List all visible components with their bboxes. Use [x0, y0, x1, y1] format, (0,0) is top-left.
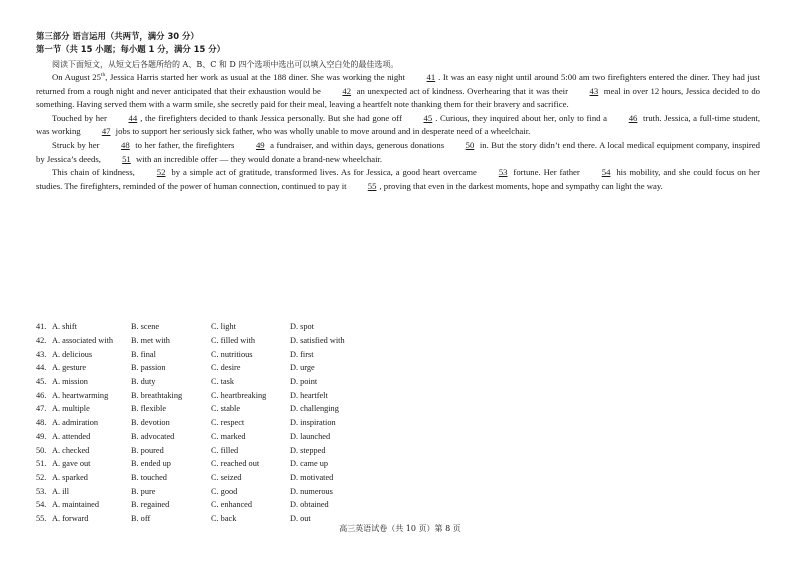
option-b: B. flexible — [131, 404, 167, 414]
option-d: D. urge — [290, 363, 315, 373]
option-row — [36, 443, 370, 457]
passage-paragraph-3 — [36, 139, 760, 166]
option-b: B. scene — [131, 322, 160, 332]
text-run: . Curious, they inquired about her, only to find a — [435, 112, 610, 123]
text-run: On August 25 — [52, 72, 101, 82]
text-run: Struck by her — [52, 139, 103, 150]
option-a: A. mission — [52, 377, 88, 387]
text-run: , Jessica Harris started her work as usual at the 188 diner. She was working the night — [105, 72, 408, 82]
option-d: D. point — [290, 377, 318, 387]
option-d: D. heartfelt — [290, 390, 328, 400]
option-d: D. inspiration — [290, 418, 336, 428]
text-run: This chain of kindness, — [52, 167, 138, 178]
option-row — [36, 498, 370, 512]
text-run: with an incredible offer — they would donate a brand-new wheelchair. — [133, 153, 383, 164]
answer-options — [36, 320, 370, 525]
text-run: fortune. Her father — [510, 167, 583, 178]
option-b: B. pure — [131, 486, 156, 496]
blank-45: 45 — [423, 112, 433, 123]
page-footer: 高三英语试卷（共 10 页）第 8 页 — [339, 524, 461, 533]
question-number: 47. — [36, 404, 47, 414]
text-run: Touched by her — [52, 112, 110, 123]
option-c: C. seized — [211, 472, 242, 482]
option-d: D. numerous — [290, 486, 333, 496]
option-row — [36, 361, 370, 375]
option-d: D. first — [290, 349, 314, 359]
question-number: 46. — [36, 390, 47, 400]
blank-55: 55 — [367, 180, 377, 191]
option-b: B. advocated — [131, 431, 175, 441]
instructions: 阅读下面短文，从短文后各题所给的 A、B、C 和 D 四个选项中选出可以填入空白处的最佳选项。 — [52, 60, 399, 69]
option-c: C. nutritious — [211, 349, 253, 359]
text-run: an unexpected act of kindness. Overhearing that it was their — [354, 85, 571, 96]
option-c: C. marked — [211, 431, 246, 441]
option-d: D. spot — [290, 322, 314, 332]
blank-53: 53 — [498, 167, 508, 178]
text-run: . It was an easy night until around 5:00 am two firefighters entered the diner. They had just returned from a rough night and never anticipated that their exhaustion would be — [36, 72, 760, 96]
option-a: A. gave out — [52, 459, 91, 469]
option-d: D. launched — [290, 431, 331, 441]
option-d: D. motivated — [290, 472, 334, 482]
question-number: 45. — [36, 377, 47, 387]
option-b: B. ended up — [131, 459, 171, 469]
option-a: A. delicious — [52, 349, 93, 359]
option-a: A. attended — [52, 431, 91, 441]
option-c: C. enhanced — [211, 500, 253, 510]
option-c: C. filled with — [211, 336, 256, 346]
question-number: 52. — [36, 472, 47, 482]
option-row — [36, 320, 370, 334]
option-d: D. satisfied with — [290, 336, 345, 346]
option-b: B. regained — [131, 500, 170, 510]
option-c: C. task — [211, 377, 235, 387]
option-a: A. shift — [52, 322, 77, 332]
option-d: D. obtained — [290, 500, 329, 510]
option-b: B. passion — [131, 363, 166, 373]
blank-52: 52 — [156, 167, 166, 178]
blank-46: 46 — [628, 112, 638, 123]
question-number: 50. — [36, 445, 47, 455]
passage-paragraph-4 — [36, 166, 760, 193]
option-a: A. associated with — [52, 336, 114, 346]
option-b: B. devotion — [131, 418, 170, 428]
option-b: B. final — [131, 349, 156, 359]
option-row — [36, 484, 370, 498]
blank-54: 54 — [601, 167, 611, 178]
option-c: C. back — [211, 513, 237, 523]
option-a: A. sparked — [52, 472, 88, 482]
option-c: C. light — [211, 322, 236, 332]
blank-42: 42 — [342, 85, 352, 96]
option-b: B. touched — [131, 472, 167, 482]
option-c: C. desire — [211, 363, 241, 373]
section-heading: 第一节（共 15 小题；每小题 1 分，满分 15 分） — [36, 44, 226, 54]
text-run: in. But the story didn’t end there. A local medical equipment company, inspired by Jessica’s deeds, — [36, 139, 760, 164]
option-a: A. maintained — [52, 500, 100, 510]
text-run: a fundraiser, and within days, generous donations — [267, 139, 447, 150]
option-d: D. came up — [290, 459, 329, 469]
question-number: 49. — [36, 431, 47, 441]
text-run: , proving that even in the darkest moments, hope and sympathy can light the way. — [379, 180, 663, 191]
blank-44: 44 — [128, 112, 138, 123]
question-number: 54. — [36, 500, 47, 510]
blank-41: 41 — [426, 72, 436, 82]
text-run: by a simple act of gratitude, transformed lives. As for Jessica, a good heart overcame — [168, 167, 480, 178]
superscript: th — [101, 72, 106, 79]
question-number: 48. — [36, 418, 47, 428]
option-a: A. ill — [52, 486, 70, 496]
option-c: C. filled — [211, 445, 239, 455]
option-b: B. met with — [131, 336, 170, 346]
option-b: B. duty — [131, 377, 156, 387]
option-c: C. heartbreaking — [211, 390, 267, 400]
option-a: A. gesture — [52, 363, 87, 373]
option-a: A. forward — [52, 513, 89, 523]
option-row — [36, 375, 370, 389]
blank-51: 51 — [122, 153, 131, 164]
blank-49: 49 — [255, 139, 265, 150]
option-d: D. out — [290, 513, 311, 523]
blank-47: 47 — [101, 126, 111, 137]
text-run: truth. Jessica, a full-time student, was working — [36, 112, 760, 137]
option-row — [36, 402, 370, 416]
option-a: A. checked — [52, 445, 90, 455]
option-a: A. admiration — [52, 418, 99, 428]
text-run: his mobility, and she could focus on her studies. The firefighters, reminded of the power of human connection, continued to pay it — [36, 167, 760, 191]
option-c: C. good — [211, 486, 238, 496]
option-row — [36, 334, 370, 348]
text-run: meal in over 12 hours, Jessica decided to do something. Having served them with a warm smile, she secretly paid for their meal, leaving a heartfelt note thanking them for their bravery and sacrifice. — [36, 85, 761, 110]
option-c: C. respect — [211, 418, 245, 428]
blank-43: 43 — [589, 85, 599, 96]
option-b: B. breathtaking — [131, 390, 183, 400]
passage-paragraph-2 — [36, 112, 760, 139]
option-row — [36, 430, 370, 444]
question-number: 55. — [36, 513, 47, 523]
text-run: to her father, the firefighters — [132, 139, 237, 150]
option-b: B. off — [131, 513, 151, 523]
option-row — [36, 457, 370, 471]
blank-48: 48 — [121, 139, 130, 150]
passage-paragraph-1 — [36, 71, 760, 112]
option-c: C. stable — [211, 404, 241, 414]
option-row — [36, 416, 370, 430]
question-number: 44. — [36, 363, 47, 373]
blank-50: 50 — [465, 139, 475, 150]
part-heading: 第三部分 语言运用（共两节，满分 30 分） — [36, 31, 199, 41]
question-number: 41. — [36, 322, 47, 332]
option-row — [36, 347, 370, 361]
question-number: 51. — [36, 459, 47, 469]
option-a: A. multiple — [52, 404, 90, 414]
option-d: D. stepped — [290, 445, 326, 455]
cloze-passage — [36, 71, 760, 193]
text-run: , the firefighters decided to thank Jessica personally. But she had gone off — [140, 112, 405, 123]
option-row — [36, 388, 370, 402]
option-a: A. heartwarming — [52, 390, 109, 400]
option-b: B. poured — [131, 445, 164, 455]
question-number: 42. — [36, 336, 47, 346]
exam-page — [36, 30, 760, 193]
option-c: C. reached out — [211, 459, 260, 469]
option-d: D. challenging — [290, 404, 339, 414]
option-row — [36, 471, 370, 485]
question-number: 53. — [36, 486, 47, 496]
question-number: 43. — [36, 349, 47, 359]
text-run: jobs to support her seriously sick father, who was wholly unable to move around and in desperate need of a wheelchair. — [113, 126, 531, 137]
